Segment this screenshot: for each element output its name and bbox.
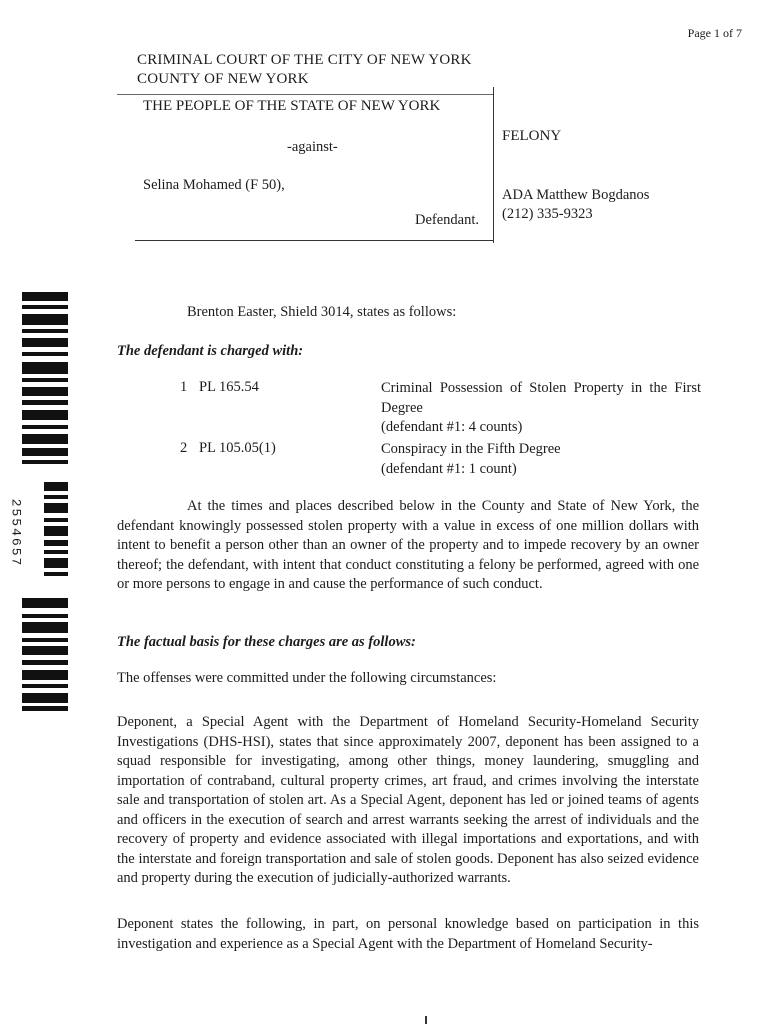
caption-divider-vertical	[493, 87, 494, 243]
circumstances-paragraph: The offenses were committed under the following circumstances:	[117, 670, 497, 686]
charge-code: PL 105.05(1)	[199, 440, 276, 456]
defendant-label: Defendant.	[415, 212, 480, 228]
caption-divider-bottom	[135, 240, 493, 241]
barcode-number-text: 2554657	[8, 498, 24, 568]
charge-description	[381, 440, 701, 479]
charge-number: 1	[180, 379, 188, 395]
charges-paragraph: At the times and places described below in the County and State of New York, the defendant knowingly possessed stolen property with a value in excess of one million dollars with intent to benefit a person other than an owner of the property and to impede recovery by an owner thereof; the defendant, with intent that conduct constituting a felony be performed, agreed with one or more persons to engage in and cause the performance of such conduct.	[117, 498, 699, 592]
case-type: FELONY	[502, 128, 562, 144]
page-bottom-mark	[425, 1016, 427, 1024]
ada-name: ADA Matthew Bogdanos	[502, 187, 650, 203]
charge-description-text: Criminal Possession of Stolen Property in the First Degree	[381, 380, 701, 416]
defendant-name: Selina Mohamed (F 50),	[143, 177, 285, 193]
people-title: THE PEOPLE OF THE STATE OF NEW YORK	[143, 98, 441, 114]
page-number: Page 1 of 7	[687, 26, 742, 40]
county-name: COUNTY OF NEW YORK	[137, 71, 309, 87]
factual-basis-heading: The factual basis for these charges are as follows:	[117, 634, 416, 650]
court-name: CRIMINAL COURT OF THE CITY OF NEW YORK	[137, 52, 472, 68]
deponent-paragraph: Deponent, a Special Agent with the Department of Homeland Security-Homeland Security Investigations (DHS-HSI), states that since approximately 2007, deponent has been assigned to a squad responsible for investigating, among other things, money laundering, smuggling and importation of contraband, cultural property crimes, art fraud, and crimes involving the interstate sale and transportation of stolen art. As a Special Agent, deponent has led or joined teams of agents and officers in the execution of search and arrest warrants seeking the arrest of individuals and the recovery of property and evidence associated with illegal importations and exportations, and with the interstate and foreign transportation and sale of stolen goods. Deponent has also seized evidence and property during the execution of judicially-authorized warrants.	[117, 714, 699, 886]
barcode	[22, 292, 70, 712]
charge-number: 2	[180, 440, 188, 456]
personal-knowledge-paragraph: Deponent states the following, in part, on personal knowledge based on participation in this investigation and experience as a Special Agent with the Department of Homeland Security-	[117, 916, 699, 952]
charge-counts: (defendant #1: 4 counts)	[381, 419, 523, 435]
barcode-number	[6, 478, 26, 588]
charge-counts: (defendant #1: 1 count)	[381, 460, 517, 477]
caption-divider-top	[117, 94, 493, 95]
statement-intro: Brenton Easter, Shield 3014, states as follows:	[187, 304, 457, 320]
charge-description-text: Conspiracy in the Fifth Degree	[381, 441, 561, 457]
against-label: -against-	[287, 139, 338, 155]
charge-description	[381, 379, 701, 438]
ada-phone: (212) 335-9323	[502, 206, 593, 222]
charges-heading: The defendant is charged with:	[117, 343, 304, 359]
charge-code: PL 165.54	[199, 379, 259, 395]
